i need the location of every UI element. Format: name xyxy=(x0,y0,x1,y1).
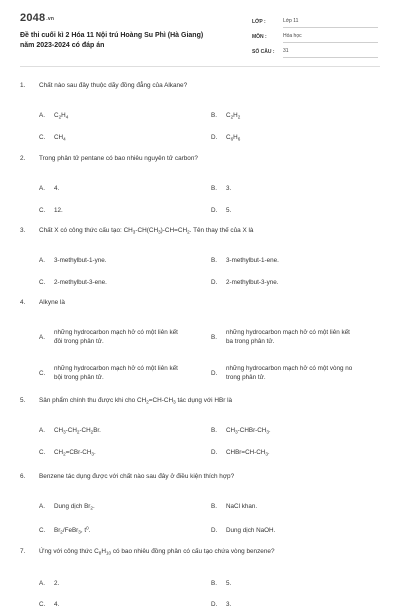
option-c[interactable] xyxy=(39,448,184,457)
logo-suffix: .vn xyxy=(46,16,55,22)
option-letter: A. xyxy=(39,333,45,341)
question-number: 6. xyxy=(20,473,26,480)
option-c[interactable] xyxy=(39,206,184,215)
option-letter: B. xyxy=(211,185,217,192)
question-text: Ứng với công thức $C_8H_{10}$ có bao nhiêu đồng phân có cấu tạo chứa vòng benzene? xyxy=(39,548,275,556)
site-logo[interactable] xyxy=(20,12,54,24)
question-text: Benzene tác dụng được với chất nào sau đây ở điều kiện thích hợp? xyxy=(39,473,235,480)
meta-subject-row xyxy=(252,28,378,43)
option-a[interactable] xyxy=(39,111,184,120)
option-letter: A. xyxy=(39,185,45,192)
option-text: $CHBr=CH-CH_3$. xyxy=(226,449,270,457)
option-letter: A. xyxy=(39,580,45,587)
option-text: 4. xyxy=(54,185,60,192)
option-b[interactable] xyxy=(211,426,356,435)
header-divider xyxy=(20,66,380,67)
option-a[interactable] xyxy=(39,579,184,588)
document-title-line-2: năm 2023-2024 có đáp án xyxy=(20,42,105,49)
option-text: $CH_3-CH_2-CH_2Br$. xyxy=(54,427,101,435)
option-d[interactable] xyxy=(211,526,356,535)
option-letter: B. xyxy=(211,580,217,587)
option-text: 3. xyxy=(226,601,232,608)
question-text: Chất X có công thức cấu tạo: $CH_3-CH(CH_3)-CH=CH_2$. Tên thay thế của X là xyxy=(39,227,254,235)
option-letter: D. xyxy=(211,449,218,456)
option-letter: D. xyxy=(211,207,218,214)
option-b[interactable] xyxy=(211,184,356,193)
option-a[interactable] xyxy=(39,502,184,511)
meta-count-row xyxy=(252,43,378,58)
option-text: $C_2H_4$ xyxy=(54,112,69,120)
option-text: những hydrocarbon mạch hở có một liên kết ba trong phân tử. xyxy=(226,329,350,345)
option-letter: C. xyxy=(39,207,46,214)
option-letter: C. xyxy=(39,449,46,456)
logo-text: 2048 xyxy=(20,12,46,24)
option-letter: C. xyxy=(39,601,46,608)
option-text: 5. xyxy=(226,207,232,214)
question-text: Sản phẩm chính thu được khi cho $CH_2=CH-CH_3$ tác dụng với HBr là xyxy=(39,397,233,405)
option-d[interactable] xyxy=(211,133,356,142)
option-letter: C. xyxy=(39,369,46,377)
option-text: 12. xyxy=(54,207,63,214)
option-letter: D. xyxy=(211,279,218,286)
meta-count-label: SỐ CÂU : xyxy=(252,49,275,55)
option-letter: C. xyxy=(39,527,46,534)
question-number: 5. xyxy=(20,397,26,404)
question-number: 2. xyxy=(20,155,26,162)
question-4 xyxy=(20,298,380,387)
option-text: 3-methylbut-1-yne. xyxy=(54,257,107,264)
option-text: 3. xyxy=(226,185,232,192)
option-letter: D. xyxy=(211,601,218,608)
option-text: $CH_4$ xyxy=(54,134,66,142)
option-letter: D. xyxy=(211,369,218,377)
option-text: 2-methylbut-3-yne. xyxy=(226,279,279,286)
option-text: Dung dịch $Br_2$. xyxy=(54,503,95,511)
option-letter: A. xyxy=(39,257,45,264)
question-3 xyxy=(20,226,380,285)
question-number: 7. xyxy=(20,548,26,555)
option-text: 2-methylbut-3-ene. xyxy=(54,279,107,286)
option-a[interactable] xyxy=(39,256,184,265)
meta-subject-label: MÔN : xyxy=(252,34,267,40)
document-title-line-1: Đề thi cuối kì 2 Hóa 11 Nội trú Hoàng Su Phì (Hà Giang) xyxy=(20,32,204,39)
option-a[interactable] xyxy=(39,184,184,193)
option-d[interactable] xyxy=(211,600,356,609)
question-text: Chất nào sau đây thuộc dãy đồng đẳng của Alkane? xyxy=(39,82,188,89)
option-letter: C. xyxy=(39,134,46,141)
question-number: 4. xyxy=(20,299,26,306)
question-number: 1. xyxy=(20,82,26,89)
question-6 xyxy=(20,472,380,535)
option-text: 3-methylbut-1-ene. xyxy=(226,257,279,264)
option-text: $CH_2=CBr-CH_3$. xyxy=(54,449,96,457)
option-letter: D. xyxy=(211,527,218,534)
option-d[interactable] xyxy=(211,206,356,215)
option-c[interactable] xyxy=(39,364,184,382)
option-d[interactable] xyxy=(211,448,356,457)
option-text: $C_2H_2$ xyxy=(226,112,241,120)
option-b[interactable] xyxy=(211,579,356,588)
option-letter: A. xyxy=(39,503,45,510)
option-letter: B. xyxy=(211,427,217,434)
option-text: NaCl khan. xyxy=(226,503,258,510)
option-letter: A. xyxy=(39,112,45,119)
meta-class-row xyxy=(252,13,378,28)
option-text: 4. xyxy=(54,601,60,608)
question-number: 3. xyxy=(20,227,26,234)
option-letter: B. xyxy=(211,503,217,510)
option-c[interactable] xyxy=(39,600,184,609)
option-letter: D. xyxy=(211,134,218,141)
option-letter: A. xyxy=(39,427,45,434)
meta-class-label: LỚP : xyxy=(252,19,266,25)
option-text: những hydrocarbon mạch hở có một liên kết đôi trong phân tử. xyxy=(54,329,178,345)
option-letter: C. xyxy=(39,279,46,286)
option-text: $Br_2/FeBr_3$, $t^0$. xyxy=(54,525,91,535)
option-letter: B. xyxy=(211,333,217,341)
question-5 xyxy=(20,396,380,455)
option-a[interactable] xyxy=(39,426,184,435)
option-letter: B. xyxy=(211,257,217,264)
meta-subject-value: Hóa học xyxy=(283,33,378,43)
question-2 xyxy=(20,154,380,213)
option-text: 5. xyxy=(226,580,232,587)
option-b[interactable] xyxy=(211,256,356,265)
option-d[interactable] xyxy=(211,278,356,287)
meta-count-value: 31 xyxy=(283,48,378,58)
option-text: Dung dịch NaOH. xyxy=(226,527,276,534)
question-text: Alkyne là xyxy=(39,299,65,306)
question-text: Trong phân tử pentane có bao nhiêu nguyên tử carbon? xyxy=(39,155,198,162)
option-text: $C_6H_6$ xyxy=(226,134,241,142)
option-a[interactable] xyxy=(39,328,184,346)
option-c[interactable] xyxy=(39,133,184,142)
option-letter: B. xyxy=(211,112,217,119)
option-text: 2. xyxy=(54,580,60,587)
question-7 xyxy=(20,547,380,606)
document-title xyxy=(20,31,240,51)
option-d[interactable] xyxy=(211,364,356,382)
option-c[interactable] xyxy=(39,278,184,287)
option-b[interactable] xyxy=(211,328,356,346)
option-text: những hydrocarbon mạch hở có một liên kết bội trong phân tử. xyxy=(54,365,178,381)
meta-class-value: Lớp 11 xyxy=(283,18,378,28)
option-text: những hydrocarbon mạch hở có một vòng no trong phân tử. xyxy=(226,365,353,381)
document-meta xyxy=(252,13,378,58)
question-1 xyxy=(20,81,380,140)
option-text: $CH_3-CHBr-CH_3$. xyxy=(226,427,271,435)
option-c[interactable] xyxy=(39,526,184,535)
option-b[interactable] xyxy=(211,111,356,120)
option-b[interactable] xyxy=(211,502,356,511)
